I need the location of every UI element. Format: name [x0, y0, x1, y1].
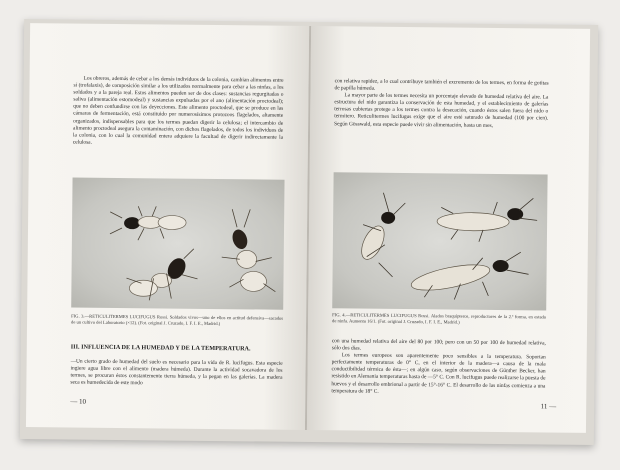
right-bottom-text — [331, 338, 546, 410]
termite-soldier-1 — [110, 206, 186, 241]
termite-alate-2 — [437, 197, 537, 242]
page-number-left: — 10 — [70, 397, 87, 406]
left-bottom-text — [70, 359, 282, 405]
left-paragraph-1: Los obreros, además de cebar a los demás individuos de la colonia, cambian alimentos entre sí (trofalaxis), de composición similar a los utilizados normalmente para cebar a las ninfas, a los soldados y a la pareja real. Estos alimentos pueden ser de dos clases: sustancias regurgitadas o saliva (alimentación estomodeal) y sustancias expulsadas por el ano (alimentación proctodeal); que no deben confundirse con las deyecciones. Este alimento proctodeal, que se produce en las cámaras de fermentación, está constituido por numerosísimos protozoos flagelados, altamente organizados, indispensables para que los termes puedan digerir la celulosa; el intercambio de alimento proctodeal asegura la contaminación, con dichos flagelados, de todos los individuos de la colonia, con lo cual la comunidad entera adquiere la facultad de digerir indirectamente la celulosa. — [72, 75, 284, 146]
right-paragraph-3: con una humedad relativa del aire del 80 por 100; pero con un 50 por 100 de humedad relativa, sólo dos días. — [331, 338, 546, 352]
left-page — [26, 23, 309, 430]
right-paragraph-4: Los termes europeos son aparentemente poco sensibles a la temperatura. Soportan perfectamente temperaturas de 0° C, en el interior de la madera—a causa de la mala conductibilidad térmica de ésta—; en algún caso, según observaciones de Günther Becker, han resistido en Alemania temperaturas hasta de —5° C. Con R. lucifugus puede realizarse la puesta de huevos y el desarrollo embrional a partir de 15°-16° C. El desarrollo de las ninfas comienza a una temperatura de 18° C. — [331, 352, 546, 395]
termite-alate-1 — [357, 193, 406, 277]
right-paragraph-1: con relativa rapidez, a lo cual contribuye también el excremento de los termes, en forma de gotitas de papilla húmeda. — [334, 78, 549, 92]
section-heading — [71, 344, 283, 354]
figure-4-caption: FIG. 4.—RETICULITERMES LUCIFUGUS Rossi. Alados braquípteros, reproductores de la 2.ª forma, en estado de ninfa. Aumento 16/1. (Fot. original J. Cruzado, I. F. I. E., Madrid.) — [332, 312, 547, 325]
section-number: III. — [70, 343, 80, 351]
alate-termites-illustration — [332, 172, 547, 310]
termite-alate-3 — [409, 251, 529, 300]
alate-termites-photo — [332, 172, 547, 310]
section-body: —Un cierto grado de humedad del suelo es necesario para la vida de R. lucifugus. Esta especie ingiere agua libre con el alimento (madera húmeda). Durante la actividad socavadora de los termes, se procuran éstos constantemente tierra húmeda, y la pegan en las galerías. La madera seca es humedecida de este modo — [70, 358, 283, 387]
termite-soldier-2 — [126, 248, 198, 301]
booklet — [20, 19, 598, 445]
right-top-text — [334, 78, 549, 170]
figure-3-caption: FIG. 3.—RETICULITERMES LUCIFUGUS Rossi. Soldados vivos—uno de ellos en actitud defensiva—sacados de un cultivo del Laboratorio (×12). (Fot. original J. Cruzado, I. F. I. E., Madrid.) — [71, 313, 284, 327]
page-number-right: 11 — — [540, 402, 557, 411]
section-title: INFLUENCIA DE LA HUMEDAD Y DE LA TEMPERATURA. — [81, 343, 251, 353]
termite-soldier-3 — [221, 209, 276, 292]
termite-soldiers-photo — [71, 178, 284, 310]
right-page — [307, 26, 590, 433]
termite-soldiers-illustration — [71, 178, 284, 310]
left-top-text — [73, 76, 284, 178]
right-paragraph-2: La mayor parte de los termes necesita un porcentaje elevado de humedad relativa del aire. La estructura del nido garantiza la conservación de esta humedad, y el establecimiento de galerías terrosas cubiertas protege a los termes contra la desecación, cuando éstos salen fuera del nido o termitero. Reticulitermes lucifugus exige que el aire esté saturado de humedad (100 por cien). Según Gösswald, esta especie puede vivir sin alimentación, hasta un mes, — [334, 92, 549, 129]
